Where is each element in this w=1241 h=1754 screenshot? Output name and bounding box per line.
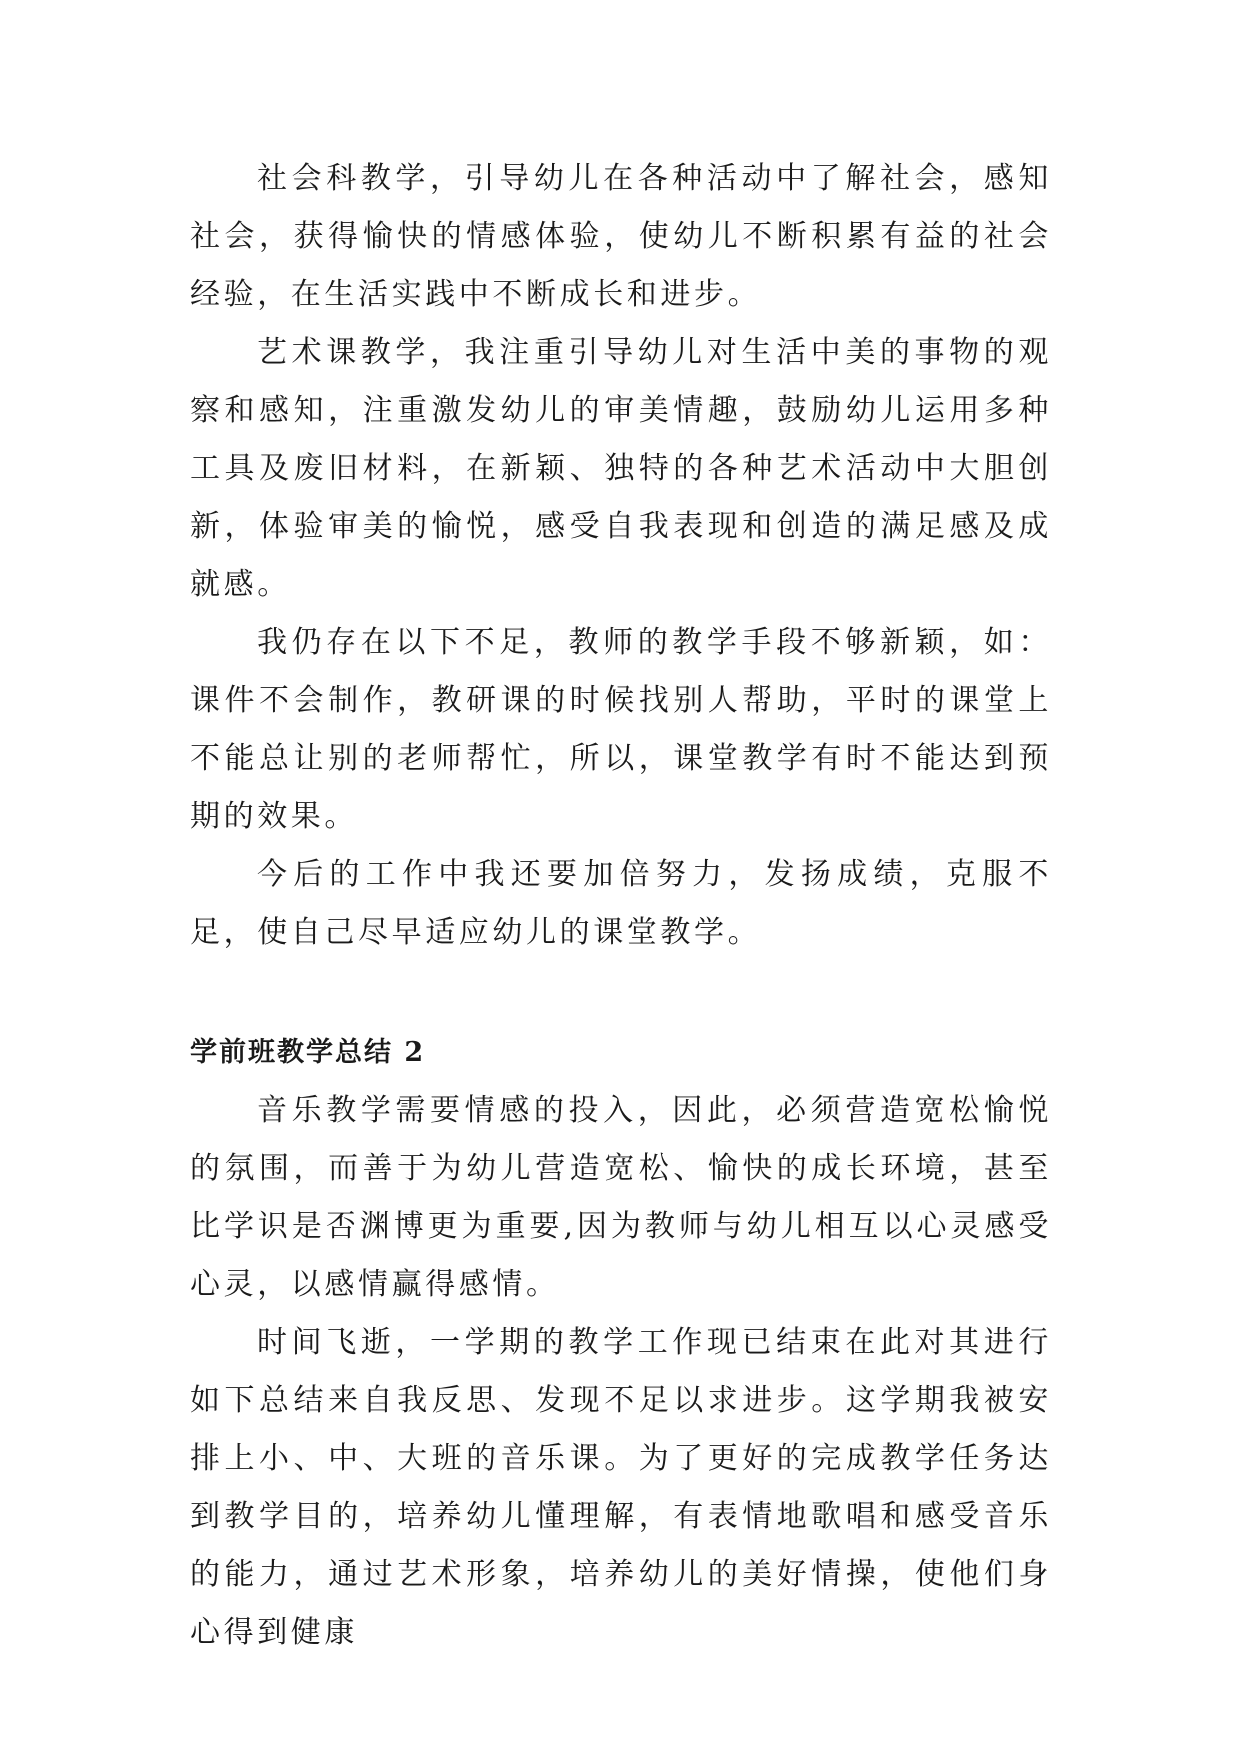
paragraph-future-work: 今后的工作中我还要加倍努力，发扬成绩，克服不足，使自己尽早适应幼儿的课堂教学。	[190, 857, 1052, 950]
section-heading: 学前班教学总结 2	[190, 1037, 426, 1068]
paragraph-social-teaching: 社会科教学，引导幼儿在各种活动中了解社会，感知社会，获得愉快的情感体验，使幼儿不断积累有益的社会经验，在生活实践中不断成长和进步。	[190, 161, 1052, 312]
paragraph-art-teaching: 艺术课教学，我注重引导幼儿对生活中美的事物的观察和感知，注重激发幼儿的审美情趣，鼓励幼儿运用多种工具及废旧材料，在新颖、独特的各种艺术活动中大胆创新，体验审美的愉悦，感受自我表现和创造的满足感及成就感。	[190, 335, 1052, 602]
paragraph-semester-summary: 时间飞逝，一学期的教学工作现已结束在此对其进行如下总结来自我反思、发现不足以求进步。这学期我被安排上小、中、大班的音乐课。为了更好的完成教学任务达到教学目的，培养幼儿懂理解，有表情地歌唱和感受音乐的能力，通过艺术形象，培养幼儿的美好情操，使他们身心得到健康	[190, 1325, 1052, 1650]
document-page	[190, 150, 1052, 1662]
paragraph-music-emotion: 音乐教学需要情感的投入，因此，必须营造宽松愉悦的氛围，而善于为幼儿营造宽松、愉快的成长环境，甚至比学识是否渊博更为重要,因为教师与幼儿相互以心灵感受心灵，以感情赢得感情。	[190, 1093, 1052, 1302]
paragraph-shortcomings: 我仍存在以下不足，教师的教学手段不够新颖，如：课件不会制作，教研课的时候找别人帮助，平时的课堂上不能总让别的老师帮忙，所以，课堂教学有时不能达到预期的效果。	[190, 625, 1052, 834]
